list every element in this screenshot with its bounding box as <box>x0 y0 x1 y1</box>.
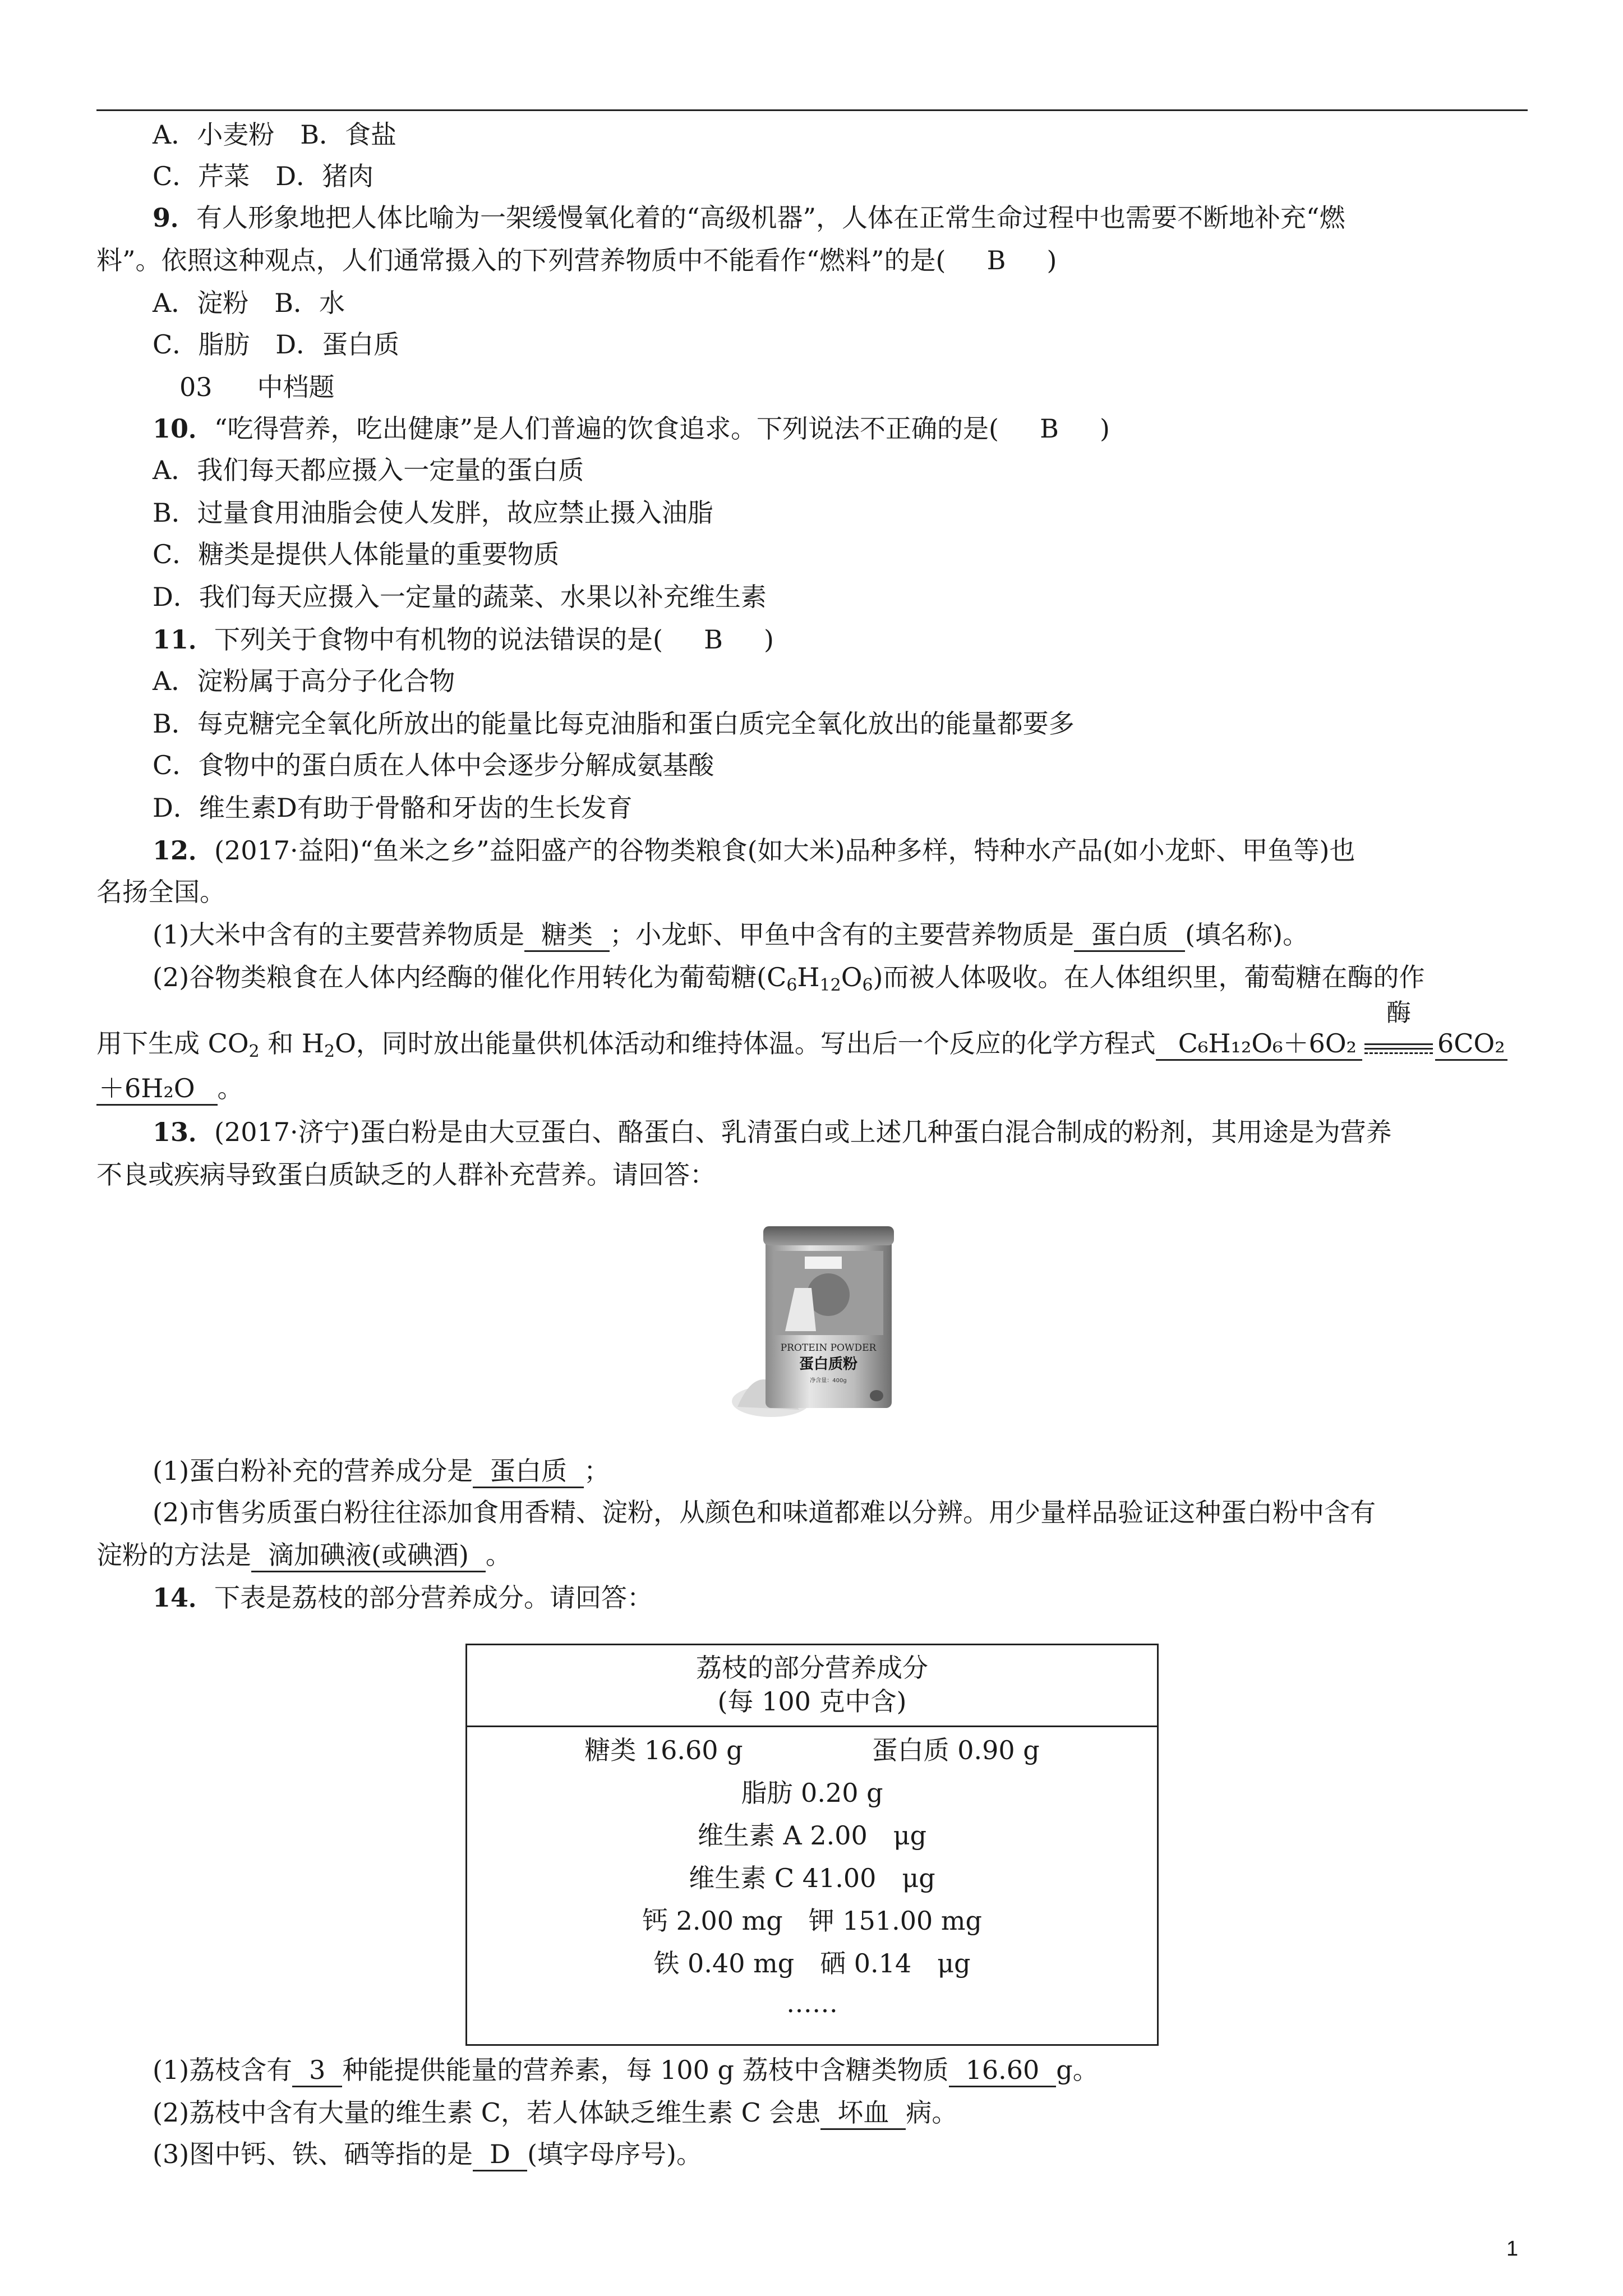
q14-answer-3: 坏血 <box>820 2097 906 2130</box>
enzyme-label: 酶 <box>1386 999 1412 1027</box>
q13-stem-1: (2017·济宁)蛋白粉是由大豆蛋白、酪蛋白、乳清蛋白或上述几种蛋白混合制成的粉剂，其用途是为营养 <box>214 1117 1392 1147</box>
q11-close: ) <box>763 624 774 655</box>
q8-options-cd: C．芹菜 D．猪肉 <box>153 161 374 191</box>
q12-part2-text-e: O，同时放出能量供机体活动和维持体温。写出后一个反应的化学方程式 <box>335 1028 1156 1059</box>
q12-end: 。 <box>217 1073 243 1103</box>
q12-part2-line3 <box>96 1071 243 1106</box>
q14-answer-2: 16.60 <box>949 2054 1057 2087</box>
q13-part2-text: 淀粉的方法是 <box>96 1540 251 1570</box>
q10-stem: “吃得营养，吃出健康”是人们普遍的饮食追求。下列说法不正确的是( <box>214 413 999 444</box>
q12-line1 <box>153 834 1355 867</box>
q14-part3-text-b: (填字母序号)。 <box>527 2139 702 2169</box>
q11-option-c: C．食物中的蛋白质在人体中会逐步分解成氨基酸 <box>153 750 714 780</box>
formula-subscript: 6 <box>862 976 873 995</box>
q8-options-ab: A．小麦粉 B．食盐 <box>153 119 397 150</box>
q14-part2 <box>153 2096 957 2130</box>
nutrition-table <box>465 1644 1159 2046</box>
nutrition-row: 铁 0.40 mg 硒 0.14 μg <box>653 1948 971 1978</box>
q12-number: 12． <box>153 835 215 866</box>
q14-part3-text-a: (3)图中钙、铁、硒等指的是 <box>153 2139 473 2169</box>
q10-answer: B <box>1040 413 1059 444</box>
page-number: 1 <box>1506 2237 1519 2261</box>
q12-part1-text-a: (1)大米中含有的主要营养物质是 <box>153 919 525 950</box>
nutrition-row: 钙 2.00 mg 钾 151.00 mg <box>642 1906 982 1936</box>
q12-answer-2: 蛋白质 <box>1074 919 1185 952</box>
q13-stem-2: 不良或疾病导致蛋白质缺乏的人群补充营养。请回答： <box>96 1159 716 1190</box>
q9-options-ab: A．淀粉 B．水 <box>153 288 345 318</box>
q12-part2-text-c: 用下生成 CO <box>96 1028 249 1059</box>
formula-subscript: 2 <box>324 1042 335 1061</box>
q9-line1 <box>153 201 1345 234</box>
nutrition-table-title: 荔枝的部分营养成分 <box>696 1653 928 1683</box>
formula-element: H <box>797 962 820 992</box>
section-title: 中档题 <box>257 372 335 402</box>
q11-option-b: B．每克糖完全氧化所放出的能量比每克油脂和蛋白质完全氧化放出的能量都要多 <box>153 708 1075 739</box>
formula-subscript: 12 <box>819 976 841 995</box>
protein-powder-can-image <box>732 1216 900 1429</box>
q10-option-a: A．我们每天都应摄入一定量的蛋白质 <box>153 455 584 485</box>
q14-stem-line <box>153 1581 653 1614</box>
q12-part2-line1 <box>153 960 1424 994</box>
formula-subscript: 6 <box>786 976 797 995</box>
nutrition-row: 维生素 A 2.00 μg <box>697 1820 927 1851</box>
q12-stem-1: (2017·益阳)“鱼米之乡”益阳盛产的谷物类粮食(如大米)品种多样，特种水产品(如小龙虾、甲鱼等)也 <box>214 835 1355 866</box>
q12-part1-text-b: ；小龙虾、甲鱼中含有的主要营养物质是 <box>610 919 1075 950</box>
q13-part1-text-a: (1)蛋白粉补充的营养成分是 <box>153 1456 473 1486</box>
q14-part2-text-b: 病。 <box>906 2097 958 2128</box>
can-label-weight: 净含量：400g <box>810 1378 847 1384</box>
reaction-condition-sign <box>1362 999 1435 1062</box>
can-label-cn: 蛋白质粉 <box>799 1356 858 1373</box>
q10-close: ) <box>1100 413 1110 444</box>
q14-stem: 下表是荔枝的部分营养成分。请回答： <box>214 1582 653 1613</box>
q9-answer: B <box>986 245 1006 275</box>
can-label-en: PROTEIN POWDER <box>780 1342 877 1354</box>
nutrition-row-ellipsis: …… <box>786 1988 838 2018</box>
q14-part2-text-a: (2)荔枝中含有大量的维生素 C，若人体缺乏维生素 C 会患 <box>153 2097 821 2128</box>
nutrition-row: 脂肪 0.20 g <box>741 1778 883 1808</box>
q11-stem-line <box>153 623 774 656</box>
q11-stem: 下列关于食物中有机物的说法错误的是( <box>214 624 663 655</box>
q10-stem-line <box>153 412 1110 445</box>
q9-stem-2: 料”。依照这种观点，人们通常摄入的下列营养物质中不能看作“燃料”的是( <box>96 245 946 275</box>
q13-answer-2: 滴加碘液(或碘酒) <box>251 1539 486 1572</box>
section-heading <box>179 370 335 404</box>
nutrition-row: 糖类 16.60 g 蛋白质 0.90 g <box>584 1735 1040 1765</box>
formula-element: O <box>841 962 863 992</box>
q10-option-c: C．糖类是提供人体能量的重要物质 <box>153 539 560 569</box>
q12-answer-1: 糖类 <box>524 919 610 952</box>
nutrition-row: 维生素 C 41.00 μg <box>689 1863 935 1893</box>
q14-answer-4: D <box>473 2138 527 2171</box>
q13-end: 。 <box>485 1540 511 1570</box>
q12-part2-text-d: 和 H <box>259 1028 324 1059</box>
q11-number: 11． <box>153 624 215 655</box>
q9-options-cd: C．脂肪 D．蛋白质 <box>153 329 400 360</box>
nutrition-table-subtitle: (每 100 克中含) <box>717 1686 907 1717</box>
q14-number: 14． <box>153 1582 215 1613</box>
q13-part2-line2 <box>96 1538 511 1572</box>
q13-answer-1: 蛋白质 <box>473 1455 584 1488</box>
q14-part1 <box>153 2053 1099 2087</box>
q13-part2-line1: (2)市售劣质蛋白粉往往添加食用香精、淀粉，从颜色和味道都难以分辨。用少量样品验证这种蛋白粉中含有 <box>153 1497 1376 1527</box>
q12-equation-right-2: ＋6H₂O <box>96 1073 218 1106</box>
nutrition-table-header <box>467 1645 1157 1727</box>
q10-option-d: D．我们每天应摄入一定量的蔬菜、水果以补充维生素 <box>153 582 767 612</box>
q13-number: 13． <box>153 1117 215 1147</box>
q14-part3 <box>153 2137 702 2171</box>
q14-answer-1: 3 <box>292 2054 342 2087</box>
q10-option-b: B．过量食用油脂会使人发胖，故应禁止摄入油脂 <box>153 498 713 528</box>
section-number: 03 <box>179 372 213 402</box>
q11-option-d: D．维生素D有助于骨骼和牙齿的生长发育 <box>153 793 633 823</box>
q11-answer: B <box>704 624 723 655</box>
formula-subscript: 2 <box>248 1042 260 1061</box>
q14-part1-text-b: 种能提供能量的营养素，每 100 g 荔枝中含糖类物质 <box>342 2055 949 2085</box>
q12-equation-left: C₆H₁₂O₆＋6O₂ <box>1156 1028 1362 1061</box>
q12-stem-2: 名扬全国。 <box>96 877 225 907</box>
q12-part2-line2 <box>96 999 1507 1062</box>
q11-option-a: A．淀粉属于高分子化合物 <box>153 666 455 696</box>
q13-part1 <box>153 1454 610 1488</box>
q9-number: 9． <box>153 203 197 233</box>
q14-part1-text-c: g。 <box>1056 2055 1099 2085</box>
q13-part1-text-b: ； <box>584 1456 610 1486</box>
q12-part1 <box>153 918 1308 952</box>
q12-part2-text-b: )而被人体吸收。在人体组织里，葡萄糖在酶的作 <box>873 962 1425 992</box>
q12-part2-text-a: (2)谷物类粮食在人体内经酶的催化作用转化为葡萄糖(C <box>153 962 787 992</box>
q13-line1 <box>153 1115 1392 1149</box>
q9-stem-1: 有人形象地把人体比喻为一架缓慢氧化着的“高级机器”，人体在正常生命过程中也需要不断地补充“燃 <box>196 203 1345 233</box>
q9-close: ) <box>1046 245 1057 275</box>
q10-number: 10． <box>153 413 215 444</box>
q14-part1-text-a: (1)荔枝含有 <box>153 2055 293 2085</box>
header-rule <box>96 109 1528 111</box>
q12-part1-text-c: (填名称)。 <box>1185 919 1309 950</box>
q12-equation-right-1: 6CO₂ <box>1435 1028 1507 1061</box>
q9-line2 <box>96 243 1057 277</box>
